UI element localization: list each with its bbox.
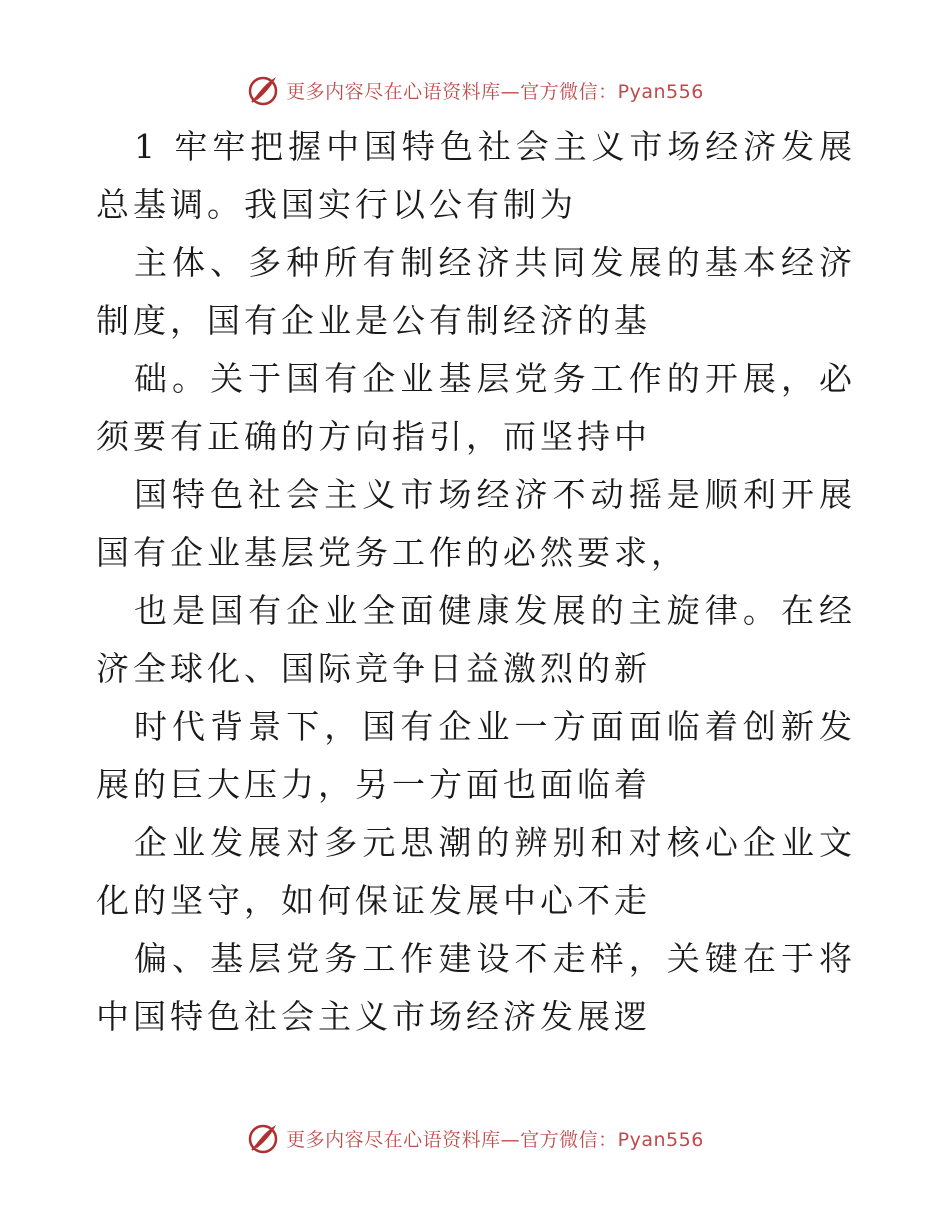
paragraph-5: 也是国有企业全面健康发展的主旋律。在经济全球化、国际竞争日益激烈的新 — [96, 591, 856, 688]
feather-pen-logo-icon — [246, 1121, 280, 1155]
paragraph-6: 时代背景下，国有企业一方面面临着创新发展的巨大压力，另一方面也面临着 — [96, 707, 856, 804]
paragraph-1: 1 牢牢把握中国特色社会主义市场经济发展总基调。我国实行以公有制为 — [96, 127, 856, 224]
paragraph-8: 偏、基层党务工作建设不走样，关键在于将中国特色社会主义市场经济发展逻 — [96, 939, 856, 1036]
footer-banner-text: 更多内容尽在心语资料库—官方微信：Pyan556 — [286, 1128, 704, 1151]
paragraph-3: 础。关于国有企业基层党务工作的开展，必须要有正确的方向指引，而坚持中 — [96, 359, 856, 456]
footer-banner — [0, 1118, 950, 1158]
paragraph-7: 企业发展对多元思潮的辨别和对核心企业文化的坚守，如何保证发展中心不走 — [96, 823, 856, 920]
feather-pen-logo-icon — [246, 73, 280, 107]
header-banner-text: 更多内容尽在心语资料库—官方微信：Pyan556 — [286, 80, 704, 103]
header-banner — [0, 70, 950, 110]
paragraph-2: 主体、多种所有制经济共同发展的基本经济制度，国有企业是公有制经济的基 — [96, 243, 856, 340]
document-body — [96, 118, 856, 1046]
paragraph-4: 国特色社会主义市场经济不动摇是顺利开展国有企业基层党务工作的必然要求， — [96, 475, 856, 572]
